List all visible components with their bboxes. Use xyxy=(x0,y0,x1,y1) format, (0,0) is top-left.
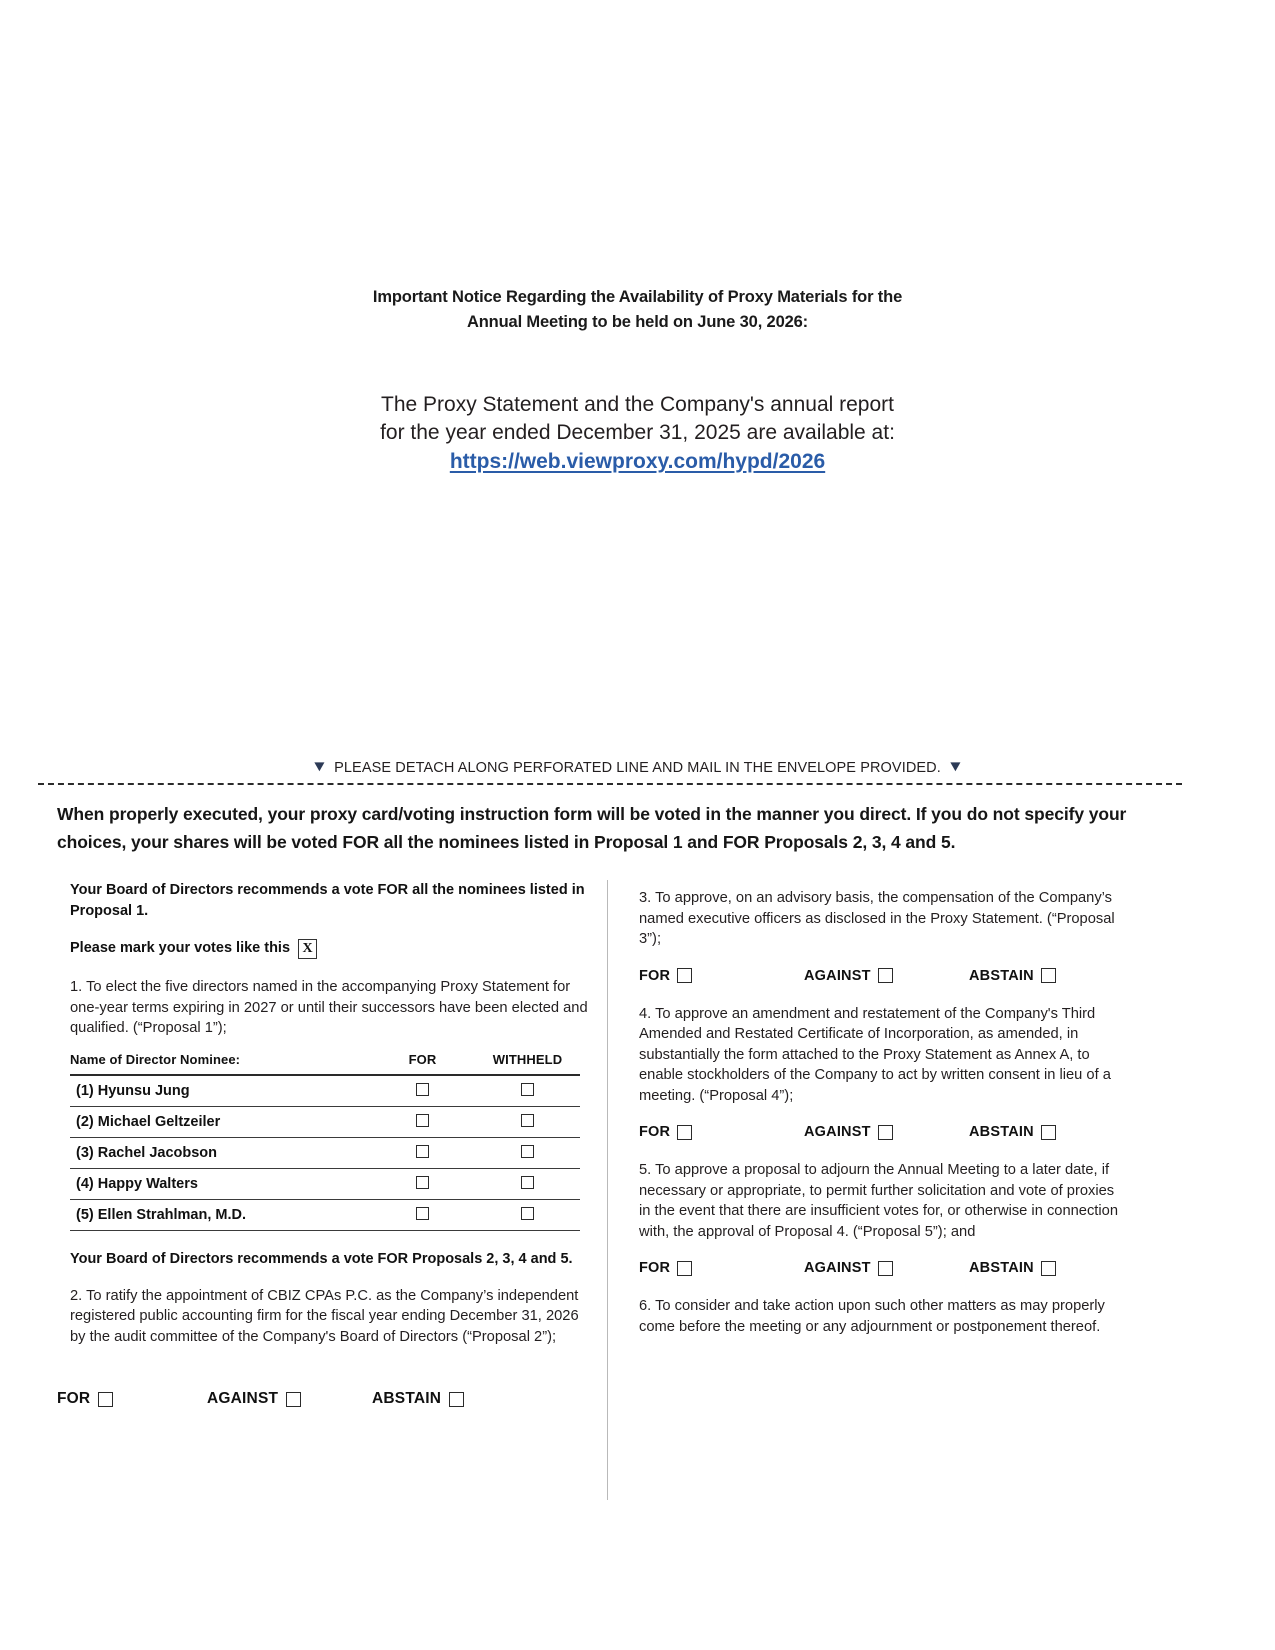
vote-label-for: FOR xyxy=(639,1124,671,1140)
triangle-down-icon-left: ▼ xyxy=(311,758,329,775)
vote-option-against[interactable] xyxy=(804,1260,969,1276)
checkbox-for[interactable] xyxy=(416,1114,429,1127)
mark-votes-instruction xyxy=(70,938,590,959)
checkbox-against[interactable] xyxy=(878,968,893,983)
checkbox-abstain[interactable] xyxy=(449,1392,464,1407)
nominee-for-cell xyxy=(370,1168,475,1199)
nominee-withheld-cell xyxy=(475,1106,580,1137)
nominee-name: (3) Rachel Jacobson xyxy=(70,1137,370,1168)
nominee-name: (1) Hyunsu Jung xyxy=(70,1075,370,1107)
proxy-materials-link[interactable]: https://web.viewproxy.com/hypd/2026 xyxy=(449,450,826,473)
right-column xyxy=(639,888,1129,1353)
checkbox-for[interactable] xyxy=(677,1261,692,1276)
notice-body-line-2: for the year ended December 31, 2025 are available at: xyxy=(380,421,895,444)
board-recommendation-proposal-1: Your Board of Directors recommends a vote FOR all the nominees listed in Proposal 1. xyxy=(70,882,585,919)
column-header-for: FOR xyxy=(408,1051,437,1067)
vote-option-for[interactable] xyxy=(57,1390,207,1408)
checkbox-for[interactable] xyxy=(677,1125,692,1140)
notice-heading xyxy=(0,285,1275,335)
checkbox-against[interactable] xyxy=(286,1392,301,1407)
nominee-withheld-cell xyxy=(475,1168,580,1199)
proposal-4-text: 4. To approve an amendment and restatement of the Company's Third Amended and Restated Certificate of Incorporation, as amended, in substantially the form attached to the Proxy Statement as Annex A, to enable stockholders of the Company to act by written consent in lieu of a meeting. (“Proposal 4”); xyxy=(639,1005,1111,1104)
vote-option-for[interactable] xyxy=(639,1260,804,1276)
notice-body-line-1: The Proxy Statement and the Company's annual report xyxy=(381,393,894,416)
vote-option-for[interactable] xyxy=(639,968,804,984)
vote-label-against: AGAINST xyxy=(804,1260,871,1276)
vote-label-for: FOR xyxy=(639,967,671,984)
checkbox-withheld[interactable] xyxy=(521,1083,534,1096)
column-header-name: Name of Director Nominee: xyxy=(70,1051,241,1067)
nominee-name: (2) Michael Geltzeiler xyxy=(70,1106,370,1137)
checkbox-for[interactable] xyxy=(98,1392,113,1407)
vote-label-abstain: ABSTAIN xyxy=(969,1260,1034,1276)
proposal-6-text: 6. To consider and take action upon such other matters as may properly come before the meeting or any adjournment or postponement thereof. xyxy=(639,1298,1105,1335)
nominee-for-cell xyxy=(370,1137,475,1168)
proxy-materials-notice xyxy=(0,285,1275,476)
nominee-withheld-cell xyxy=(475,1075,580,1107)
vote-label-for: FOR xyxy=(57,1390,91,1407)
vote-option-abstain[interactable] xyxy=(372,1390,464,1408)
left-column xyxy=(70,880,590,1363)
checkbox-against[interactable] xyxy=(878,1261,893,1276)
nominee-name: (4) Happy Walters xyxy=(70,1168,370,1199)
proposal-1-text: 1. To elect the five directors named in the accompanying Proxy Statement for one-year terms expiring in 2027 or until their successors have been elected and qualified. (“Proposal 1”); xyxy=(70,979,588,1036)
vote-row-proposal-4 xyxy=(639,1124,1129,1140)
checkbox-withheld[interactable] xyxy=(521,1145,534,1158)
detach-instruction-text: PLEASE DETACH ALONG PERFORATED LINE AND MAIL IN THE ENVELOPE PROVIDED. xyxy=(334,760,941,776)
mark-example-box: X xyxy=(298,939,317,959)
table-row xyxy=(70,1137,580,1168)
mark-votes-label: Please mark your votes like this xyxy=(70,940,291,956)
checkbox-for[interactable] xyxy=(677,968,692,983)
proposal-5-text: 5. To approve a proposal to adjourn the Annual Meeting to a later date, if necessary or appropriate, to permit further solicitation and vote of proxies in the event that there are insufficient votes for, or otherwise in connection with, the approval of Proposal 4. (“Proposal 5”); and xyxy=(639,1162,1118,1240)
checkbox-against[interactable] xyxy=(878,1125,893,1140)
column-divider xyxy=(607,880,608,1500)
vote-label-against: AGAINST xyxy=(207,1390,279,1407)
nominee-for-cell xyxy=(370,1199,475,1230)
checkbox-for[interactable] xyxy=(416,1145,429,1158)
column-header-withheld: WITHHELD xyxy=(492,1051,563,1067)
checkbox-withheld[interactable] xyxy=(521,1176,534,1189)
nominee-for-cell xyxy=(370,1075,475,1107)
notice-heading-line-2: Annual Meeting to be held on June 30, 2026: xyxy=(466,313,809,331)
detach-instruction xyxy=(0,758,1275,776)
table-row xyxy=(70,1075,580,1107)
checkbox-for[interactable] xyxy=(416,1083,429,1096)
checkbox-abstain[interactable] xyxy=(1041,968,1056,983)
checkbox-abstain[interactable] xyxy=(1041,1261,1056,1276)
vote-option-against[interactable] xyxy=(207,1390,372,1408)
checkbox-for[interactable] xyxy=(416,1207,429,1220)
vote-label-abstain: ABSTAIN xyxy=(969,1124,1034,1140)
vote-option-against[interactable] xyxy=(804,968,969,984)
voting-instructions-lead: When properly executed, your proxy card/voting instruction form will be voted in the manner you direct. If you do not specify your choices, your shares will be voted FOR all the nominees listed in Proposal 1 and FOR Proposals 2, 3, 4 and 5. xyxy=(57,804,1127,852)
table-row xyxy=(70,1199,580,1230)
proposal-2-text: 2. To ratify the appointment of CBIZ CPAs P.C. as the Company’s independent registered public accounting firm for the fiscal year ending December 31, 2026 by the audit committee of the Company's Board of Directors (“Proposal 2”); xyxy=(70,1287,579,1345)
vote-label-against: AGAINST xyxy=(804,967,871,984)
vote-label-against: AGAINST xyxy=(804,1124,871,1140)
vote-option-abstain[interactable] xyxy=(969,1260,1056,1276)
triangle-down-icon-right: ▼ xyxy=(946,758,964,775)
table-row xyxy=(70,1168,580,1199)
proposal-3-text: 3. To approve, on an advisory basis, the compensation of the Company’s named executive officers as disclosed in the Proxy Statement. (“Proposal 3”); xyxy=(639,890,1115,947)
board-recommendation-proposals-2-5: Your Board of Directors recommends a vote FOR Proposals 2, 3, 4 and 5. xyxy=(70,1250,573,1267)
vote-label-abstain: ABSTAIN xyxy=(969,967,1034,984)
table-header-row xyxy=(70,1052,580,1075)
perforated-divider xyxy=(38,783,1182,785)
nominee-name: (5) Ellen Strahlman, M.D. xyxy=(70,1199,370,1230)
vote-label-abstain: ABSTAIN xyxy=(372,1390,442,1407)
notice-heading-line-1: Important Notice Regarding the Availability of Proxy Materials for the xyxy=(372,288,903,306)
notice-body xyxy=(0,391,1275,476)
vote-option-abstain[interactable] xyxy=(969,968,1056,984)
nominee-withheld-cell xyxy=(475,1137,580,1168)
checkbox-withheld[interactable] xyxy=(521,1207,534,1220)
proxy-card-body xyxy=(0,880,1275,1520)
vote-label-for: FOR xyxy=(639,1260,671,1276)
vote-option-abstain[interactable] xyxy=(969,1124,1056,1140)
vote-row-proposal-5 xyxy=(639,1260,1129,1276)
vote-option-against[interactable] xyxy=(804,1124,969,1140)
nominee-for-cell xyxy=(370,1106,475,1137)
nominee-withheld-cell xyxy=(475,1199,580,1230)
vote-option-for[interactable] xyxy=(639,1124,804,1140)
checkbox-withheld[interactable] xyxy=(521,1114,534,1127)
director-nominee-table xyxy=(70,1052,580,1231)
checkbox-abstain[interactable] xyxy=(1041,1125,1056,1140)
table-row xyxy=(70,1106,580,1137)
vote-row-proposal-3 xyxy=(639,968,1129,984)
checkbox-for[interactable] xyxy=(416,1176,429,1189)
vote-row-proposal-2 xyxy=(57,1390,464,1408)
